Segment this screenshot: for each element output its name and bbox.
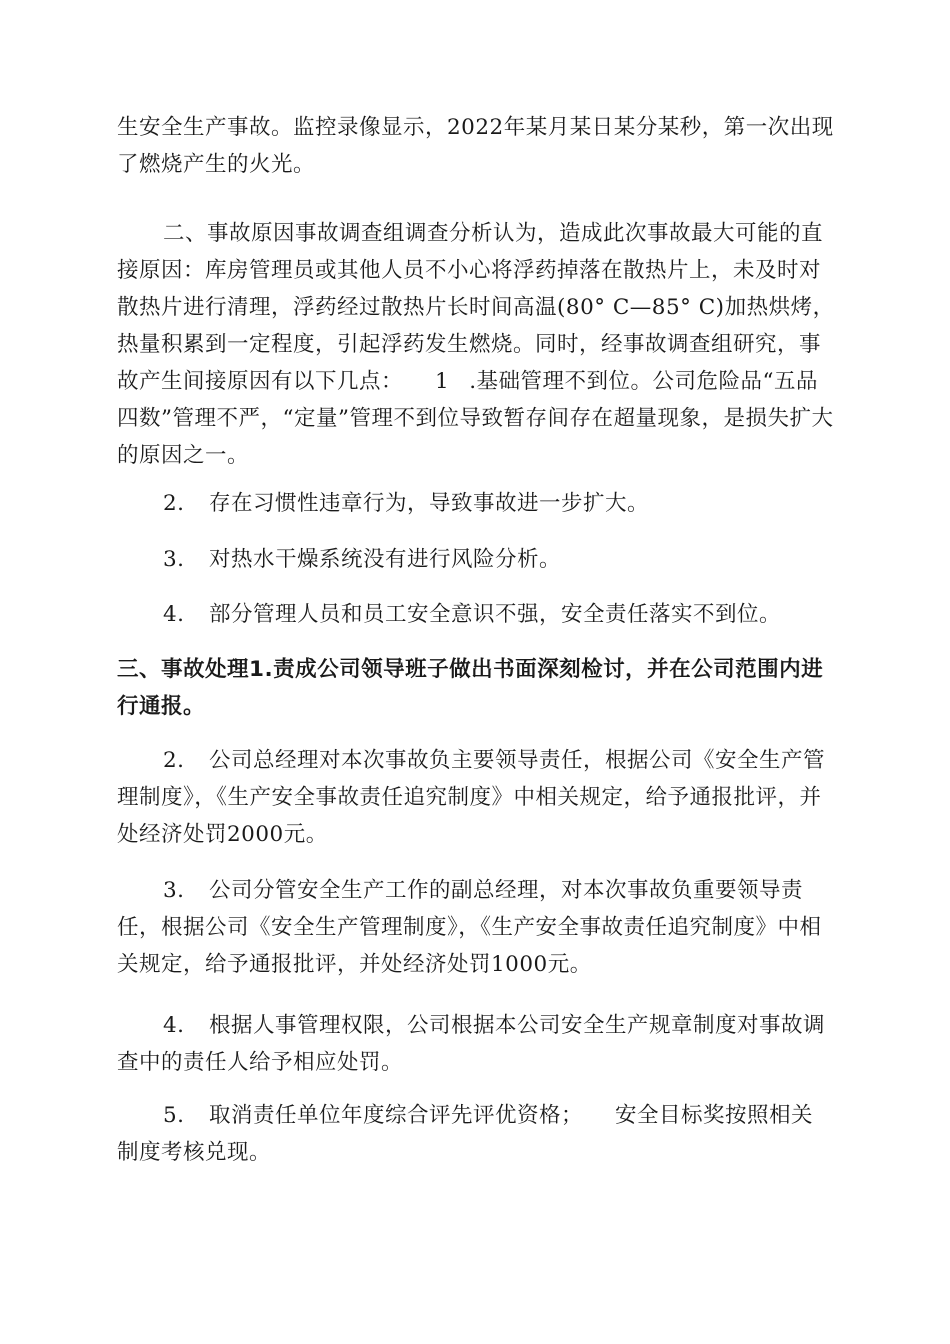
paragraph-handling-4 — [117, 1007, 835, 1081]
paragraph-item-4 — [117, 596, 835, 633]
item-number: 3. — [163, 547, 185, 572]
paragraph-cause — [117, 215, 835, 474]
heading-text: 三、事故处理1.责成公司领导班子做出书面深刻检讨，并在公司范围内进行通报。 — [117, 657, 824, 719]
paragraph-item-3 — [117, 541, 835, 578]
item-number: 2. — [163, 748, 185, 773]
item-number: 3. — [163, 878, 185, 903]
item-text: 根据人事管理权限，公司根据本公司安全生产规章制度对事故调查中的责任人给予相应处罚。 — [117, 1013, 826, 1075]
item-number: 4. — [163, 1013, 185, 1038]
paragraph-handling-5 — [117, 1097, 835, 1171]
item-text: 存在习惯性违章行为，导致事故进一步扩大。 — [209, 491, 650, 516]
item-text: 公司总经理对本次事故负主要领导责任，根据公司《安全生产管理制度》，《生产安全事故责任追究制度》中相关规定，给予通报批评，并处经济处罚2000元。 — [117, 748, 826, 847]
item-text-b: 安全目标奖按照相关制度考核兑现。 — [117, 1103, 814, 1165]
item-number: 2. — [163, 491, 185, 516]
item-number: 4. — [163, 602, 185, 627]
intro-line-2: 了燃烧产生的火光。 — [117, 152, 316, 177]
cause-item-number: 1 — [435, 369, 450, 394]
item-text: 部分管理人员和员工安全意识不强，安全责任落实不到位。 — [209, 602, 782, 627]
paragraph-handling-3 — [117, 872, 835, 983]
item-number: 5. — [163, 1103, 185, 1128]
intro-line-1: 生安全生产事故。监控录像显示，2022年某月某日某分某秒，第一次出现 — [117, 115, 834, 140]
paragraph-item-2 — [117, 485, 835, 522]
section-heading-handling — [117, 651, 835, 725]
item-text: 公司分管安全生产工作的副总经理，对本次事故负重要领导责任，根据公司《安全生产管理制度》，《生产安全事故责任追究制度》中相关规定，给予通报批评，并处经济处罚1000元。 — [117, 878, 822, 977]
item-text: 对热水干燥系统没有进行风险分析。 — [209, 547, 562, 572]
paragraph-intro — [117, 109, 835, 183]
item-text-a: 取消责任单位年度综合评先评优资格； — [209, 1103, 584, 1128]
paragraph-handling-2 — [117, 742, 835, 853]
cause-item-text: .基础管理不到位。公司危险品“五品四数”管理不严，“定量”管理不到位导致暂存间存在超量现象，是损失扩大的原因之一。 — [117, 369, 834, 468]
cause-text: 二、事故原因事故调查组调查分析认为，造成此次事故最大可能的直接原因：库房管理员或其他人员不小心将浮药掉落在散热片上，未及时对散热片进行清理，浮药经过散热片长时间高温(80° C—85° C)加热烘烤，热量积累到一定程度，引起浮药发生燃烧。同时，经事故调查组研究，事故产生间接原因有以下几点： — [117, 221, 835, 394]
